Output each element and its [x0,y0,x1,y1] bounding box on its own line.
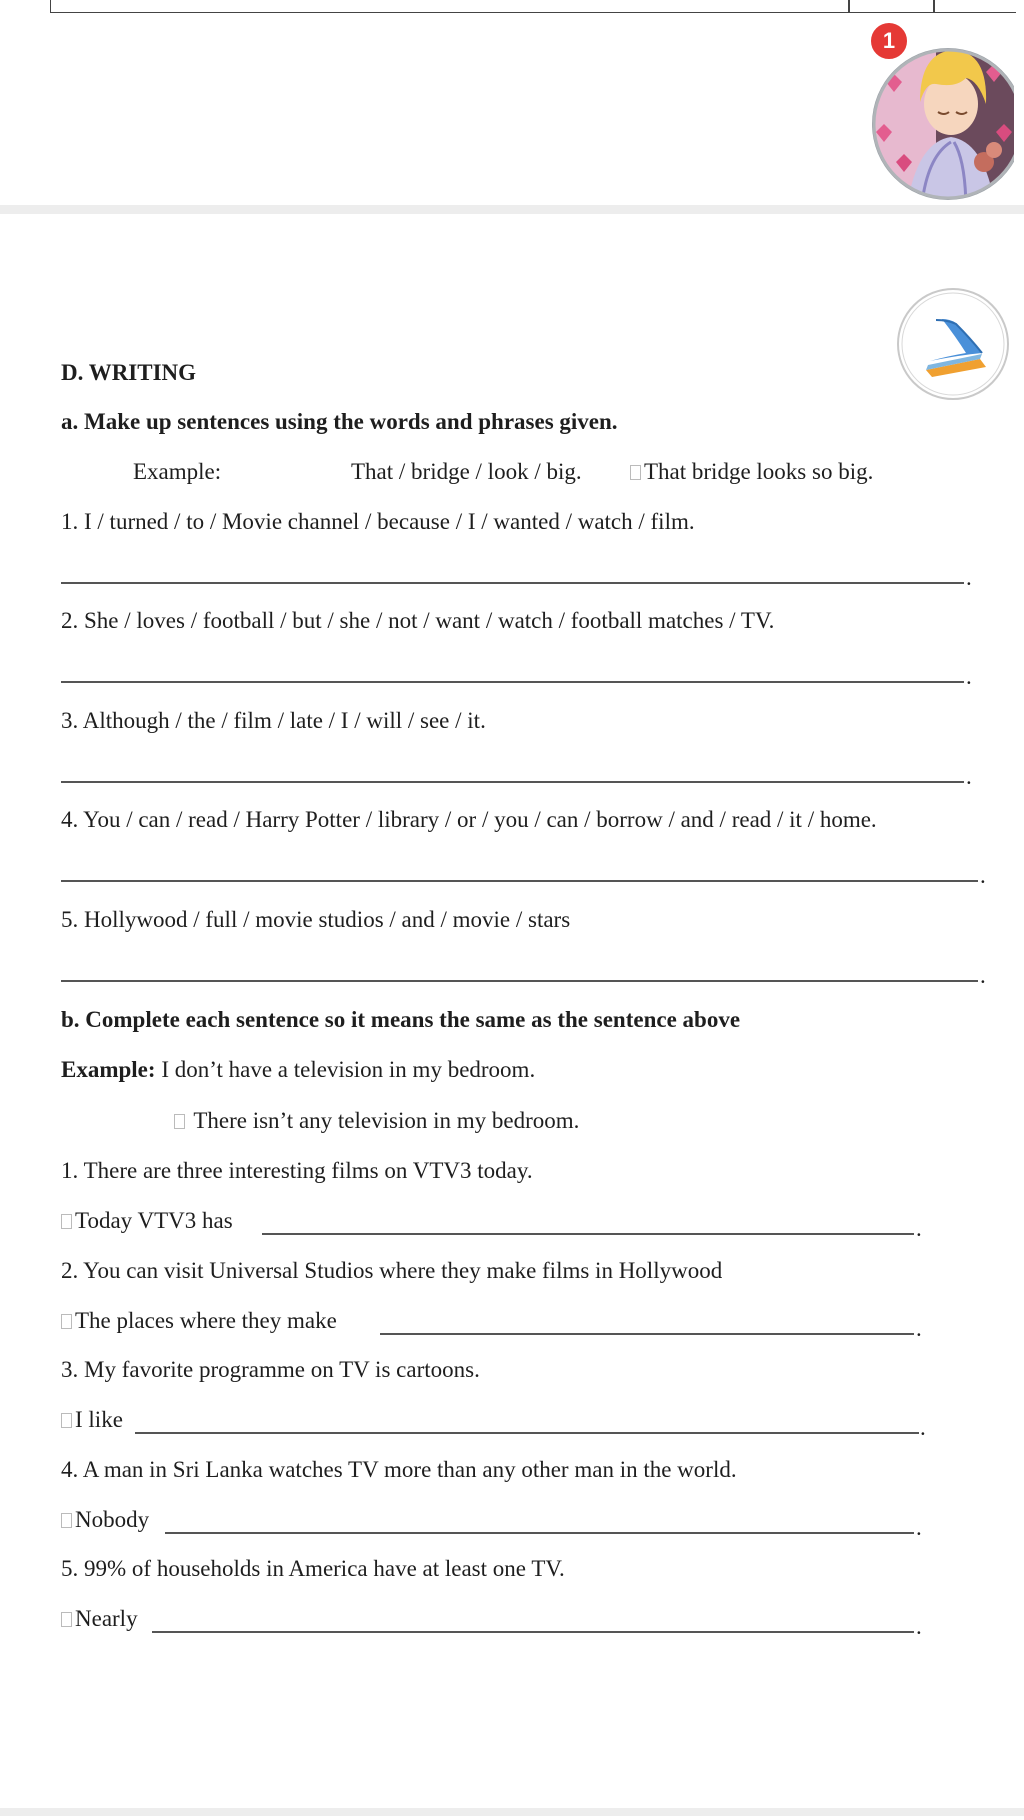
part-b-starter-row [61,1406,123,1434]
sentence-starter: Today VTV3 has [75,1208,233,1233]
period: . [966,764,972,789]
part-b-item: 4. A man in Sri Lanka watches TV more than any other man in the world. [61,1457,737,1482]
period: . [916,1614,922,1639]
table-column-divider [933,0,935,13]
period: . [916,1515,922,1540]
period: . [966,565,972,590]
part-b-heading: b. Complete each sentence so it means the same as the sentence above [61,1007,741,1032]
page-separator [0,205,1024,214]
period: . [980,863,986,888]
arrow-placeholder-icon [630,465,641,480]
period: . [966,664,972,689]
answer-line[interactable] [165,1532,914,1534]
open-book-icon[interactable] [896,287,1010,401]
period: . [980,963,986,988]
answer-line[interactable] [61,681,964,683]
part-b-item: 5. 99% of households in America have at least one TV. [61,1556,565,1581]
answer-line[interactable] [135,1432,919,1434]
example-prompt: That / bridge / look / big. [351,459,582,484]
part-b-item: 1. There are three interesting films on VTV3 today. [61,1158,533,1183]
period: . [916,1216,922,1241]
part-b-starter-row [61,1605,138,1633]
part-b-starter-row [61,1307,337,1335]
part-a-item: 4. You / can / read / Harry Potter / library / or / you / can / borrow / and / read / it / home. [61,807,877,832]
part-b-starter-row [61,1506,149,1534]
sentence-starter: Nearly [75,1606,138,1631]
example-answer: There isn’t any television in my bedroom. [193,1108,580,1133]
section-title: D. WRITING [61,360,197,385]
answer-line[interactable] [61,781,964,783]
sentence-starter: I like [75,1407,123,1432]
part-b-example-answer-row [174,1107,579,1135]
arrow-placeholder-icon [174,1114,185,1129]
arrow-placeholder-icon [61,1612,72,1627]
arrow-placeholder-icon [61,1214,72,1229]
answer-line[interactable] [152,1631,914,1633]
period: . [916,1316,922,1341]
example-answer: That bridge looks so big. [644,459,874,484]
part-b-item: 2. You can visit Universal Studios where they make films in Hollywood [61,1258,723,1283]
table-column-divider [848,0,850,13]
part-a-item: 3. Although / the / film / late / I / will / see / it. [61,708,486,733]
example-sentence: I don’t have a television in my bedroom. [161,1057,536,1082]
answer-line[interactable] [61,980,978,982]
answer-line[interactable] [262,1233,914,1235]
part-a-heading: a. Make up sentences using the words and phrases given. [61,409,618,434]
part-b-starter-row [61,1207,233,1235]
answer-line[interactable] [380,1333,914,1335]
page-separator [0,1808,1024,1816]
part-b-example [61,1056,535,1084]
period: . [920,1415,926,1440]
example-label: Example: [133,459,222,484]
part-b-item: 3. My favorite programme on TV is cartoons. [61,1357,480,1382]
arrow-placeholder-icon [61,1413,72,1428]
sentence-starter: The places where they make [75,1308,337,1333]
answer-line[interactable] [61,582,964,584]
part-a-item: 1. I / turned / to / Movie channel / because / I / wanted / watch / film. [61,509,695,534]
part-a-item: 5. Hollywood / full / movie studios / and / movie / stars [61,907,571,932]
sentence-starter: Nobody [75,1507,150,1532]
answer-line[interactable] [61,880,978,882]
arrow-placeholder-icon [61,1513,72,1528]
example-label: Example: [61,1057,156,1082]
previous-page-fragment [0,0,1024,205]
part-a-item: 2. She / loves / football / but / she / not / want / watch / football matches / TV. [61,608,775,633]
notification-badge[interactable]: 1 [868,20,910,62]
example-answer-row [630,458,873,486]
table-bottom-edge [50,0,1016,13]
arrow-placeholder-icon [61,1314,72,1329]
